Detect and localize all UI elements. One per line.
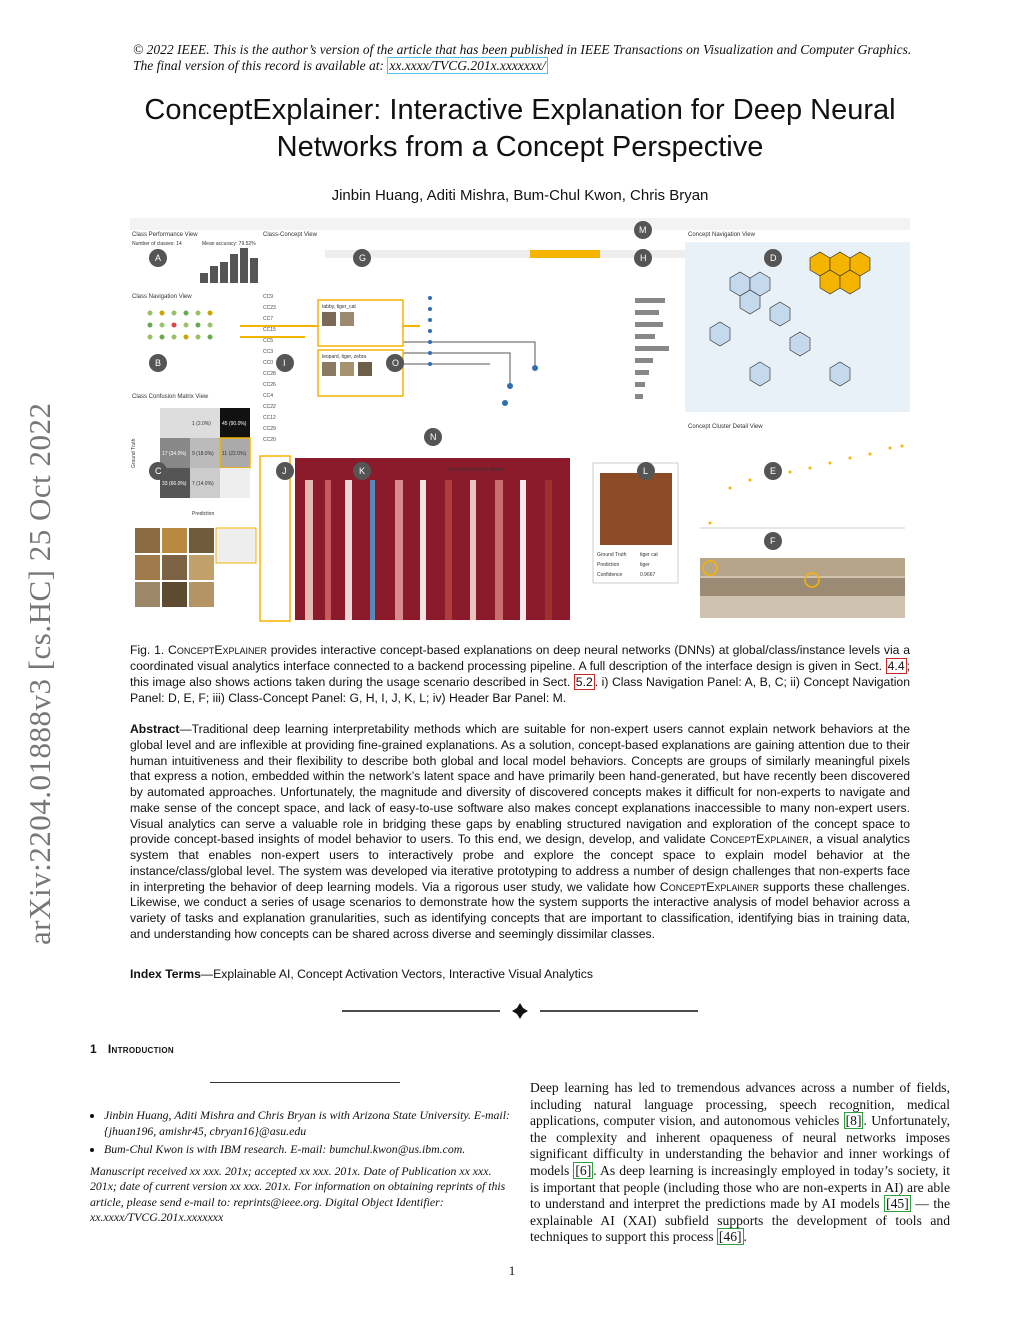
- doi-link[interactable]: xx.xxxx/TVCG.201x.xxxxxxx/: [389, 58, 546, 73]
- concept-id: CC5: [263, 338, 274, 344]
- selected-class-header: [530, 250, 600, 258]
- sample-images: [135, 528, 256, 607]
- marker-label: G: [359, 253, 367, 263]
- intro-text: .: [743, 1229, 747, 1245]
- concept-dots: [428, 296, 538, 406]
- detail-value: 0.9667: [640, 572, 656, 578]
- paper-title: ConceptExplainer: Interactive Explanation for Deep Neural Networks from a Concept Perspective: [144, 94, 896, 163]
- concept-id-column: [263, 294, 276, 443]
- class-confusion-label: Class Confusion Matrix View: [132, 394, 209, 400]
- marker-label: D: [770, 253, 777, 263]
- section-number: 1: [90, 1042, 97, 1056]
- caption-prefix: Fig. 1.: [130, 643, 169, 657]
- intro-text: — the explainable AI (XAI) subfield supports the development of tools and techniques to support this process: [530, 1196, 951, 1245]
- mean-accuracy-label: Mean accuracy: 79.52%: [202, 241, 256, 247]
- class-navigation-dots: [148, 311, 213, 340]
- marker-label: C: [155, 466, 162, 476]
- header-bar-panel: [130, 218, 910, 230]
- citation-link[interactable]: [6]: [575, 1162, 592, 1178]
- marker-label: J: [282, 466, 287, 476]
- concept-id: CC4: [263, 393, 274, 399]
- caption-text: . i) Class Navigation Panel: A, B, C; ii) Concept Navigation Panel: D, E, F; iii) Class-Concept Panel: G, H, I, J, K, L; iv) Header Bar Panel: M.: [130, 675, 910, 705]
- leopard-group-label: leopard, tiger, zebra: [322, 354, 367, 360]
- concept-id: CC15: [263, 327, 276, 333]
- marker-label: H: [640, 253, 647, 263]
- section-ref-link[interactable]: 4.4: [887, 659, 905, 673]
- class-navigation-label: Class Navigation View: [132, 294, 192, 300]
- marker-label: E: [770, 466, 777, 476]
- confusion-cell: 33 (66.0%): [162, 481, 187, 487]
- marker-label: M: [639, 225, 647, 235]
- introduction-paragraph: [530, 1080, 950, 1246]
- marker-label: B: [155, 358, 162, 368]
- instance-list: [260, 456, 290, 621]
- section-title: Introduction: [107, 1042, 174, 1056]
- section-divider: [342, 1003, 698, 1019]
- abstract: [130, 722, 910, 943]
- system-name: ConceptExplainer: [659, 879, 759, 894]
- concept-id: CC20: [263, 437, 276, 443]
- citation-link[interactable]: [8]: [845, 1113, 862, 1129]
- page-number: 1: [508, 1263, 516, 1278]
- marker-label: I: [283, 358, 286, 368]
- number-classes-label: Number of classes: 14: [132, 241, 182, 247]
- marker-label: O: [392, 358, 400, 368]
- abstract-label: Abstract: [130, 722, 180, 736]
- citation-link[interactable]: [45]: [886, 1196, 909, 1212]
- author-list: Jinbin Huang, Aditi Mishra, Bum-Chul Kwon, Chris Bryan: [331, 187, 709, 204]
- section-ref-link[interactable]: 5.2: [575, 675, 593, 689]
- marker-label: F: [770, 536, 776, 546]
- intro-text: . As deep learning is increasingly employed in today’s society, it is important that people (including those who are non-experts in AI) are able to understand and interpret the predictions made by AI models: [530, 1162, 950, 1212]
- tabby-group-label: tabby, tiger_cat: [322, 304, 356, 310]
- concept-id: CC7: [263, 316, 274, 322]
- concept-cluster-detail-label: Concept Cluster Detail View: [688, 424, 763, 430]
- marker-label: K: [359, 466, 366, 476]
- footnote-affiliation: • Bum-Chul Kwon is with IBM research. E-mail: bumchul.kwon@us.ibm.com.: [104, 1142, 515, 1158]
- concept-id: CC29: [263, 426, 276, 432]
- accuracy-histogram: [200, 248, 258, 283]
- confusion-cell: 17 (34.0%): [162, 451, 187, 457]
- class-concept-label: Class-Concept View: [263, 232, 317, 238]
- concept-id: CC23: [263, 305, 276, 311]
- abstract-text: —Traditional deep learning interpretability methods which are suitable for non-expert users cannot explain network behaviors at the global level and are inflexible at providing fine-grained explanations. As a solution, concept-based explanations are gaining attention due to their human intuitiveness and their flexibility to describe both global and local model behaviors. Concepts are groups of similarly meaningful pixels that express a notion, embedded within the network’s latent space and have primarily been hand-generated, but have recently been discovered by automated approaches. Unfortunately, the magnitude and diversity of discovered concepts makes it difficult for non-experts to navigate and make sense of the concept space, and lack of easy-to-use software also makes concept explanations inaccessible to many non-expert users. Visual analytics can serve a valuable role in bridging these gaps by enabling structured navigation and exploration of the concept space to provide concept-based insights of model behavior to users. To this end, we design, develop, and validate: [130, 722, 910, 847]
- confusion-cell: 1 (2.0%): [192, 421, 211, 427]
- caption-text: provides interactive concept-based explanations on deep neural networks (DNNs) at global/class/instance levels via a coordinated visual analytics interface connected to a backend processing pipeline. A full description of the interface design is given in Sect.: [130, 643, 910, 673]
- system-name: ConceptExplainer: [709, 832, 809, 847]
- footnote-affiliation: • Jinbin Huang, Aditi Mishra and Chris Bryan is with Arizona State University. E-mail: {jhuan196, amishr45, cbryan16}@asu.edu: [104, 1108, 515, 1139]
- figure-canvas: [130, 218, 910, 623]
- confusion-cell: 9 (18.0%): [192, 451, 214, 457]
- concept-id: CC12: [263, 415, 276, 421]
- abstract-text: , a visual analytics system that enables non-expert users to interactively probe and explore the concept space to explain model behavior at the instance/class/global level. The system was developed via iterative prototyping to address a number of design challenges that non-experts face in interpreting the behavior of deep learning models. Via a rigorous user study, we validate how: [130, 832, 910, 894]
- abstract-text: supports these challenges. Likewise, we conduct a series of usage scenarios to demonstrate how the system supports the interactive analysis of model behavior across a variety of tasks and explanation granularities, such as identifying concepts that are important to classification, identifying bias in training data, and understanding how concepts can be shared across diverse and seemingly dissimilar classes.: [130, 879, 910, 941]
- figure-caption: [130, 642, 910, 706]
- concept-image-grid: [700, 558, 905, 618]
- intro-text: . Unfortunately, the complexity and inherent opaqueness of neural networks imposes significant difficulty in understanding the behavior and inner workings of models: [530, 1113, 950, 1178]
- concept-id: CC3: [263, 349, 274, 355]
- concept-id: CC0: [263, 360, 274, 366]
- concept-id: CC9: [263, 294, 274, 300]
- detail-value: tiger cat: [640, 552, 658, 558]
- class-performance-label: Class Performance View: [132, 232, 198, 238]
- manuscript-note: Manuscript received xx xxx. 201x; accepted xx xxx. 201x. Date of Publication xx xxx. 201x; date of current version xx xxx. 201x. For information on obtaining reprints of this article, please send e-mail to: reprints@ieee.org. Digital Object Identifier: xx.xxxx/TVCG.201x.xxxxxxx: [90, 1163, 506, 1224]
- teaser-figure: [130, 218, 910, 623]
- marker-label: N: [430, 432, 437, 442]
- concept-id: CC26: [263, 382, 276, 388]
- prediction-axis-label: Prediction: [192, 511, 215, 517]
- arxiv-identifier: arXiv:2204.01888v3 [cs.HC] 25 Oct 2022: [22, 402, 57, 945]
- index-terms: [130, 967, 910, 981]
- confusion-cell: 11 (22.0%): [222, 451, 247, 457]
- caption-text: ; this image also shows actions taken during the usage scenario described in Sect.: [130, 659, 910, 689]
- concept-id: CC22: [263, 404, 276, 410]
- ground-truth-axis-label: Ground Truth: [131, 438, 137, 468]
- citation-link[interactable]: [46]: [718, 1229, 742, 1245]
- index-terms-label: Index Terms: [130, 967, 201, 981]
- copyright-notice: [133, 42, 913, 74]
- detail-key: Prediction: [597, 562, 620, 568]
- detail-key: Ground Truth: [597, 552, 627, 558]
- section-heading: [90, 1042, 174, 1056]
- marker-label: A: [155, 253, 162, 263]
- footnotes: [90, 1108, 515, 1226]
- instance-influence-label: Instance Influence Matrix: [448, 467, 504, 473]
- detail-key: Confidence: [597, 572, 623, 578]
- detail-value: tiger: [640, 562, 650, 568]
- instance-influence-matrix: [295, 458, 570, 620]
- intro-text: Deep learning has led to tremendous advances across a number of fields, including natural language processing, speech recognition, medical applications, computer vision, and autonomous vehicles: [530, 1080, 950, 1129]
- instance-image: [600, 473, 672, 545]
- system-name: ConceptExplainer: [168, 643, 267, 657]
- tcav-score-dots: [709, 445, 904, 525]
- marker-label: L: [643, 466, 649, 476]
- concept-id: CC28: [263, 371, 276, 377]
- confusion-cell: 45 (90.0%): [222, 421, 247, 427]
- diamond-icon: [512, 1003, 528, 1019]
- copyright-text: © 2022 IEEE. This is the author’s version of the article that has been published in IEEE Transactions on Visualization and Computer Graphics. The final version of this record is available at:: [133, 42, 912, 73]
- confusion-cell: 7 (14.0%): [192, 481, 214, 487]
- footnote-rule: [210, 1082, 400, 1083]
- frequency-bars: [635, 298, 669, 399]
- index-terms-text: —Explainable AI, Concept Activation Vectors, Interactive Visual Analytics: [200, 967, 593, 981]
- concept-navigation-label: Concept Navigation View: [688, 232, 755, 238]
